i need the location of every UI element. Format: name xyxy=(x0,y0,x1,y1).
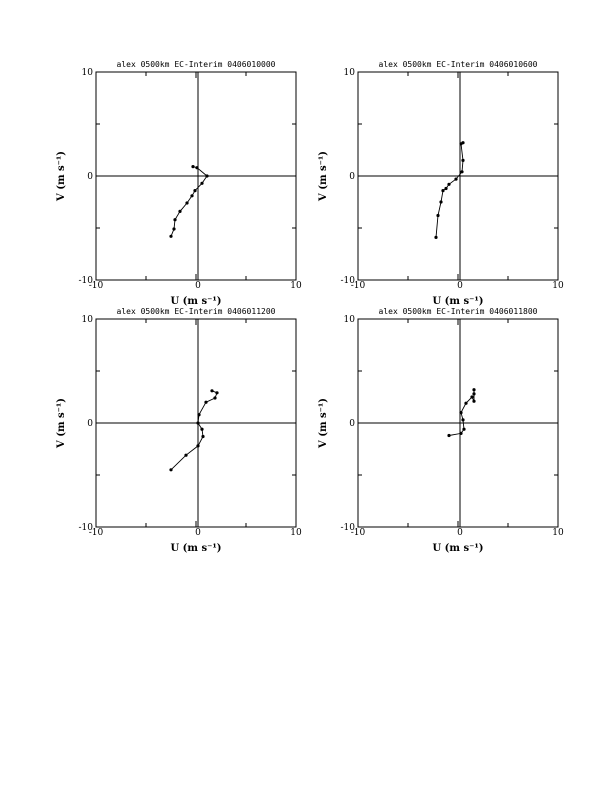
hodograph-points xyxy=(169,389,218,471)
hodograph-point xyxy=(196,444,199,447)
y-tick-label: 10 xyxy=(81,315,93,325)
hodograph-point xyxy=(201,435,204,438)
y-tick-label: 10 xyxy=(343,68,355,78)
x-axis-label: U (m s⁻¹) xyxy=(170,296,222,307)
chart-title: alex 0500km EC-Interim 0406010000 xyxy=(116,60,276,69)
hodograph-point xyxy=(470,395,473,398)
hodograph-point xyxy=(472,388,475,391)
x-tick-label: 10 xyxy=(290,528,302,538)
x-tick-label: -10 xyxy=(88,528,104,538)
hodograph-panel xyxy=(318,60,564,307)
x-tick-label: -10 xyxy=(88,281,104,291)
hodograph-point xyxy=(195,166,198,169)
hodograph-point xyxy=(213,396,216,399)
y-tick-label: 0 xyxy=(87,172,93,182)
x-tick-label: 0 xyxy=(457,281,463,291)
hodograph-point xyxy=(439,200,442,203)
chart-title: alex 0500km EC-Interim 0406010600 xyxy=(378,60,538,69)
y-tick-label: 0 xyxy=(349,419,355,429)
hodograph-point xyxy=(210,389,213,392)
y-axis-label: V (m s⁻¹) xyxy=(318,150,329,202)
x-tick-label: 10 xyxy=(552,281,564,291)
hodograph-point xyxy=(462,428,465,431)
x-tick-label: 10 xyxy=(552,528,564,538)
hodograph-point xyxy=(215,391,218,394)
hodograph-point xyxy=(444,187,447,190)
hodograph-points xyxy=(447,388,475,437)
hodograph-point xyxy=(193,189,196,192)
hodograph-point xyxy=(197,413,200,416)
hodograph-point xyxy=(464,402,467,405)
hodograph-point xyxy=(461,159,464,162)
hodograph-point xyxy=(196,421,199,424)
y-tick-label: -10 xyxy=(78,276,93,286)
y-tick-label: -10 xyxy=(78,523,93,533)
y-axis-label: V (m s⁻¹) xyxy=(56,397,67,449)
y-axis-label: V (m s⁻¹) xyxy=(318,397,329,449)
chart-title: alex 0500km EC-Interim 0406011800 xyxy=(378,307,538,316)
chart-title: alex 0500km EC-Interim 0406011200 xyxy=(116,307,276,316)
hodograph-point xyxy=(447,434,450,437)
hodograph-point xyxy=(436,214,439,217)
y-tick-label: -10 xyxy=(340,523,355,533)
y-tick-label: 0 xyxy=(349,172,355,182)
x-tick-label: 10 xyxy=(290,281,302,291)
x-tick-label: -10 xyxy=(350,528,366,538)
hodograph-point xyxy=(190,194,193,197)
hodograph-point xyxy=(204,401,207,404)
hodograph-point xyxy=(185,201,188,204)
hodograph-point xyxy=(169,468,172,471)
y-tick-label: 10 xyxy=(343,315,355,325)
x-axis-label: U (m s⁻¹) xyxy=(170,543,222,554)
y-axis-label: V (m s⁻¹) xyxy=(56,150,67,202)
hodograph-point xyxy=(172,227,175,230)
y-tick-label: 0 xyxy=(87,419,93,429)
hodograph-point xyxy=(472,400,475,403)
x-tick-label: 0 xyxy=(195,281,201,291)
hodograph-panel xyxy=(318,307,564,554)
hodograph-point xyxy=(472,392,475,395)
hodograph-line xyxy=(171,167,207,237)
hodograph-line xyxy=(171,391,217,470)
hodograph-point xyxy=(459,142,462,145)
x-tick-label: 0 xyxy=(457,528,463,538)
hodograph-point xyxy=(460,170,463,173)
hodograph-point xyxy=(200,182,203,185)
x-axis-label: U (m s⁻¹) xyxy=(432,296,484,307)
y-tick-label: 10 xyxy=(81,68,93,78)
hodograph-point xyxy=(454,178,457,181)
hodograph-point xyxy=(178,210,181,213)
hodograph-line xyxy=(436,143,463,238)
hodograph-point xyxy=(200,428,203,431)
hodograph-panel xyxy=(56,307,302,554)
hodograph-point xyxy=(184,454,187,457)
hodograph-point xyxy=(434,236,437,239)
x-tick-label: -10 xyxy=(350,281,366,291)
hodograph-point xyxy=(191,165,194,168)
hodograph-panel xyxy=(56,60,302,307)
hodograph-point xyxy=(461,418,464,421)
hodograph-point xyxy=(447,183,450,186)
y-tick-label: -10 xyxy=(340,276,355,286)
hodograph-point xyxy=(205,174,208,177)
hodograph-point xyxy=(169,235,172,238)
hodograph-point xyxy=(441,189,444,192)
x-axis-label: U (m s⁻¹) xyxy=(432,543,484,554)
hodograph-point xyxy=(459,432,462,435)
hodograph-point xyxy=(459,411,462,414)
hodograph-point xyxy=(173,218,176,221)
x-tick-label: 0 xyxy=(195,528,201,538)
